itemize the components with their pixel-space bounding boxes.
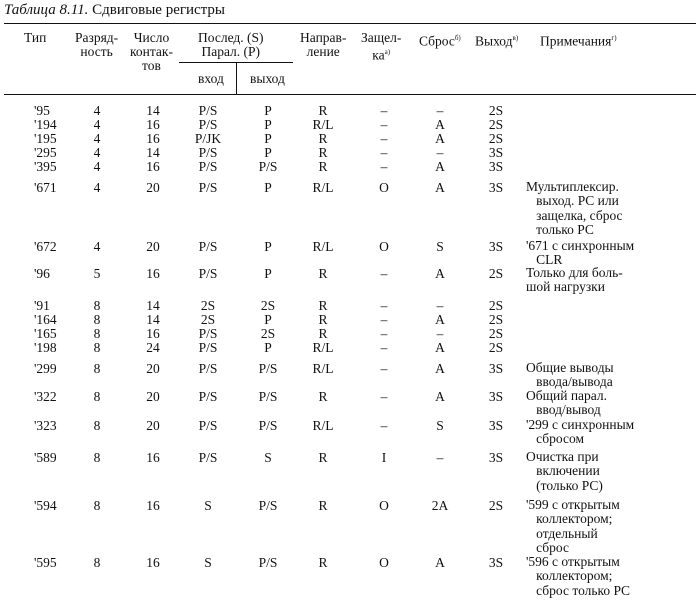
cell-type: '671 — [34, 180, 57, 195]
cell-bits: 4 — [93, 103, 101, 118]
cell-bits: 8 — [93, 418, 101, 433]
cell-bits: 8 — [93, 389, 101, 404]
header-reset: Сброс$^{б)}$ — [419, 33, 461, 49]
cell-latch: – — [380, 266, 388, 281]
cell-type: '95 — [34, 103, 50, 118]
cell-note: '671 с синхронным CLR — [526, 238, 635, 268]
cell-reset: A — [435, 117, 445, 132]
cell-in: P/S — [198, 145, 218, 160]
cell-dir: R — [318, 131, 328, 146]
cell-output: 3S — [488, 450, 504, 465]
cell-out: 2S — [260, 298, 276, 313]
cell-reset: A — [435, 131, 445, 146]
cell-dir: R/L — [312, 361, 334, 376]
cell-dir: R — [318, 159, 328, 174]
cell-in: P/S — [198, 450, 218, 465]
cell-in: P/S — [198, 418, 218, 433]
cell-dir: R/L — [312, 340, 334, 355]
cell-out: P — [264, 340, 272, 355]
cell-output: 3S — [488, 159, 504, 174]
cell-in: P/S — [198, 340, 218, 355]
cell-bits: 4 — [93, 239, 101, 254]
cell-reset: A — [435, 340, 445, 355]
cell-latch: – — [380, 389, 388, 404]
cell-dir: R — [318, 298, 328, 313]
cell-pins: 14 — [146, 298, 160, 313]
cell-pins: 16 — [146, 450, 160, 465]
cell-type: '164 — [34, 312, 57, 327]
cell-type: '198 — [34, 340, 57, 355]
cell-type: '589 — [34, 450, 57, 465]
cell-in: P/S — [198, 159, 218, 174]
cell-bits: 4 — [93, 180, 101, 195]
cell-dir: R — [318, 312, 328, 327]
cell-out: P/S — [258, 159, 278, 174]
cell-bits: 8 — [93, 361, 101, 376]
cell-latch: I — [381, 450, 387, 465]
cell-out: P/S — [258, 498, 278, 513]
cell-note: Только для боль- шой нагрузки — [526, 265, 623, 295]
cell-type: '322 — [34, 389, 57, 404]
cell-dir: R — [318, 498, 328, 513]
cell-in: P/S — [198, 266, 218, 281]
cell-reset: – — [436, 103, 444, 118]
cell-type: '195 — [34, 131, 57, 146]
table-title: Сдвиговые регистры — [92, 2, 225, 18]
cell-out: P — [264, 131, 272, 146]
cell-note: Мультиплексир. выход. PC или защелка, сброс только PC — [526, 179, 623, 238]
cell-latch: – — [380, 298, 388, 313]
cell-out: P — [264, 103, 272, 118]
cell-output: 3S — [488, 418, 504, 433]
cell-dir: R — [318, 555, 328, 570]
cell-output: 3S — [488, 361, 504, 376]
cell-bits: 4 — [93, 145, 101, 160]
cell-reset: A — [435, 361, 445, 376]
cell-note: Общие выводы ввода/вывода — [526, 360, 614, 390]
header-output-pin: выход — [250, 71, 285, 86]
cell-reset: A — [435, 159, 445, 174]
cell-bits: 8 — [93, 340, 101, 355]
cell-pins: 24 — [146, 340, 160, 355]
cell-reset: A — [435, 180, 445, 195]
cell-reset: A — [435, 555, 445, 570]
cell-reset: – — [436, 326, 444, 341]
cell-in: P/S — [198, 389, 218, 404]
cell-bits: 8 — [93, 498, 101, 513]
cell-type: '91 — [34, 298, 50, 313]
cell-latch: – — [380, 361, 388, 376]
cell-latch: O — [379, 180, 389, 195]
cell-type: '165 — [34, 326, 57, 341]
cell-bits: 4 — [93, 117, 101, 132]
cell-pins: 14 — [146, 103, 160, 118]
cell-latch: – — [380, 340, 388, 355]
header-subdivider — [236, 62, 237, 94]
cell-pins: 14 — [146, 312, 160, 327]
cell-type: '96 — [34, 266, 50, 281]
header-pins: Число контак- тов — [130, 30, 173, 73]
cell-out: P — [264, 239, 272, 254]
cell-output: 2S — [488, 117, 504, 132]
cell-dir: R — [318, 389, 328, 404]
cell-pins: 20 — [146, 239, 160, 254]
cell-bits: 8 — [93, 312, 101, 327]
header-output: Выход$^{в)}$ — [475, 33, 519, 49]
cell-in: 2S — [200, 298, 216, 313]
cell-latch: – — [380, 103, 388, 118]
cell-pins: 16 — [146, 555, 160, 570]
top-rule — [4, 23, 696, 24]
cell-out: P/S — [258, 389, 278, 404]
cell-dir: R — [318, 103, 328, 118]
cell-type: '194 — [34, 117, 57, 132]
cell-type: '672 — [34, 239, 57, 254]
cell-bits: 8 — [93, 450, 101, 465]
cell-bits: 8 — [93, 326, 101, 341]
cell-reset: – — [436, 145, 444, 160]
cell-type: '595 — [34, 555, 57, 570]
cell-pins: 20 — [146, 389, 160, 404]
cell-pins: 20 — [146, 418, 160, 433]
cell-pins: 14 — [146, 145, 160, 160]
cell-reset: S — [436, 239, 444, 254]
cell-note: Очистка при включении (только PC) — [526, 449, 603, 493]
cell-latch: – — [380, 418, 388, 433]
cell-pins: 16 — [146, 266, 160, 281]
table-number: Таблица 8.11. — [4, 2, 89, 18]
cell-out: P — [264, 117, 272, 132]
cell-out: P — [264, 266, 272, 281]
cell-output: 2S — [488, 312, 504, 327]
cell-in: P/S — [198, 326, 218, 341]
cell-note: '596 с открытым коллектором; сброс только PC — [526, 554, 631, 598]
header-latch: Защел- $ка^{а)}$ — [361, 30, 402, 63]
cell-in: P/S — [198, 180, 218, 195]
cell-output: 3S — [488, 180, 504, 195]
header-type: Тип — [24, 30, 47, 45]
header-input: вход — [198, 71, 224, 86]
cell-dir: R/L — [312, 180, 334, 195]
cell-in: P/S — [198, 361, 218, 376]
cell-bits: 4 — [93, 131, 101, 146]
cell-pins: 16 — [146, 498, 160, 513]
cell-output: 2S — [488, 326, 504, 341]
cell-reset: A — [435, 312, 445, 327]
cell-output: 2S — [488, 103, 504, 118]
cell-pins: 16 — [146, 326, 160, 341]
table-caption — [4, 2, 225, 19]
cell-dir: R/L — [312, 418, 334, 433]
cell-reset: A — [435, 266, 445, 281]
cell-latch: – — [380, 159, 388, 174]
cell-output: 2S — [488, 498, 504, 513]
cell-latch: – — [380, 131, 388, 146]
cell-type: '323 — [34, 418, 57, 433]
cell-bits: 8 — [93, 298, 101, 313]
cell-output: 3S — [488, 389, 504, 404]
cell-out: P — [264, 312, 272, 327]
cell-latch: – — [380, 326, 388, 341]
cell-latch: – — [380, 145, 388, 160]
cell-in: P/S — [198, 117, 218, 132]
cell-in: S — [204, 498, 212, 513]
cell-output: 2S — [488, 266, 504, 281]
cell-out: P — [264, 180, 272, 195]
cell-bits: 8 — [93, 555, 101, 570]
cell-dir: R — [318, 145, 328, 160]
cell-type: '299 — [34, 361, 57, 376]
cell-bits: 5 — [93, 266, 101, 281]
cell-out: 2S — [260, 326, 276, 341]
cell-in: S — [204, 555, 212, 570]
cell-in: P/S — [198, 239, 218, 254]
cell-dir: R — [318, 450, 328, 465]
cell-pins: 20 — [146, 361, 160, 376]
cell-dir: R — [318, 266, 328, 281]
cell-output: 3S — [488, 555, 504, 570]
cell-in: P/JK — [194, 131, 222, 146]
cell-note: '599 с открытым коллектором; отдельный сброс — [526, 497, 620, 556]
cell-latch: O — [379, 239, 389, 254]
cell-reset: 2A — [431, 498, 449, 513]
cell-out: P — [264, 145, 272, 160]
cell-dir: R/L — [312, 117, 334, 132]
cell-pins: 16 — [146, 159, 160, 174]
cell-bits: 4 — [93, 159, 101, 174]
cell-out: P/S — [258, 361, 278, 376]
cell-in: 2S — [200, 312, 216, 327]
cell-type: '594 — [34, 498, 57, 513]
cell-output: 3S — [488, 239, 504, 254]
cell-latch: O — [379, 498, 389, 513]
header-rule — [4, 94, 696, 95]
cell-out: P/S — [258, 555, 278, 570]
cell-out: P/S — [258, 418, 278, 433]
cell-dir: R — [318, 326, 328, 341]
cell-output: 2S — [488, 298, 504, 313]
cell-note: '299 с синхронным сбросом — [526, 417, 635, 447]
cell-output: 3S — [488, 145, 504, 160]
cell-note: Общий парал. ввод/вывод — [526, 388, 608, 418]
cell-latch: O — [379, 555, 389, 570]
cell-output: 2S — [488, 340, 504, 355]
header-direction: Направ- ление — [300, 30, 347, 59]
cell-out: S — [264, 450, 272, 465]
cell-pins: 16 — [146, 117, 160, 132]
cell-reset: S — [436, 418, 444, 433]
cell-latch: – — [380, 312, 388, 327]
cell-type: '395 — [34, 159, 57, 174]
header-bits: Разряд- ность — [75, 30, 119, 59]
cell-latch: – — [380, 117, 388, 132]
cell-output: 2S — [488, 131, 504, 146]
cell-type: '295 — [34, 145, 57, 160]
header-serial-parallel: Послед. (S) Парал. (P) — [198, 30, 264, 59]
cell-reset: – — [436, 298, 444, 313]
cell-pins: 16 — [146, 131, 160, 146]
cell-dir: R/L — [312, 239, 334, 254]
cell-reset: A — [435, 389, 445, 404]
cell-reset: – — [436, 450, 444, 465]
cell-pins: 20 — [146, 180, 160, 195]
header-notes: Примечания$^{г)}$ — [540, 33, 617, 49]
cell-in: P/S — [198, 103, 218, 118]
